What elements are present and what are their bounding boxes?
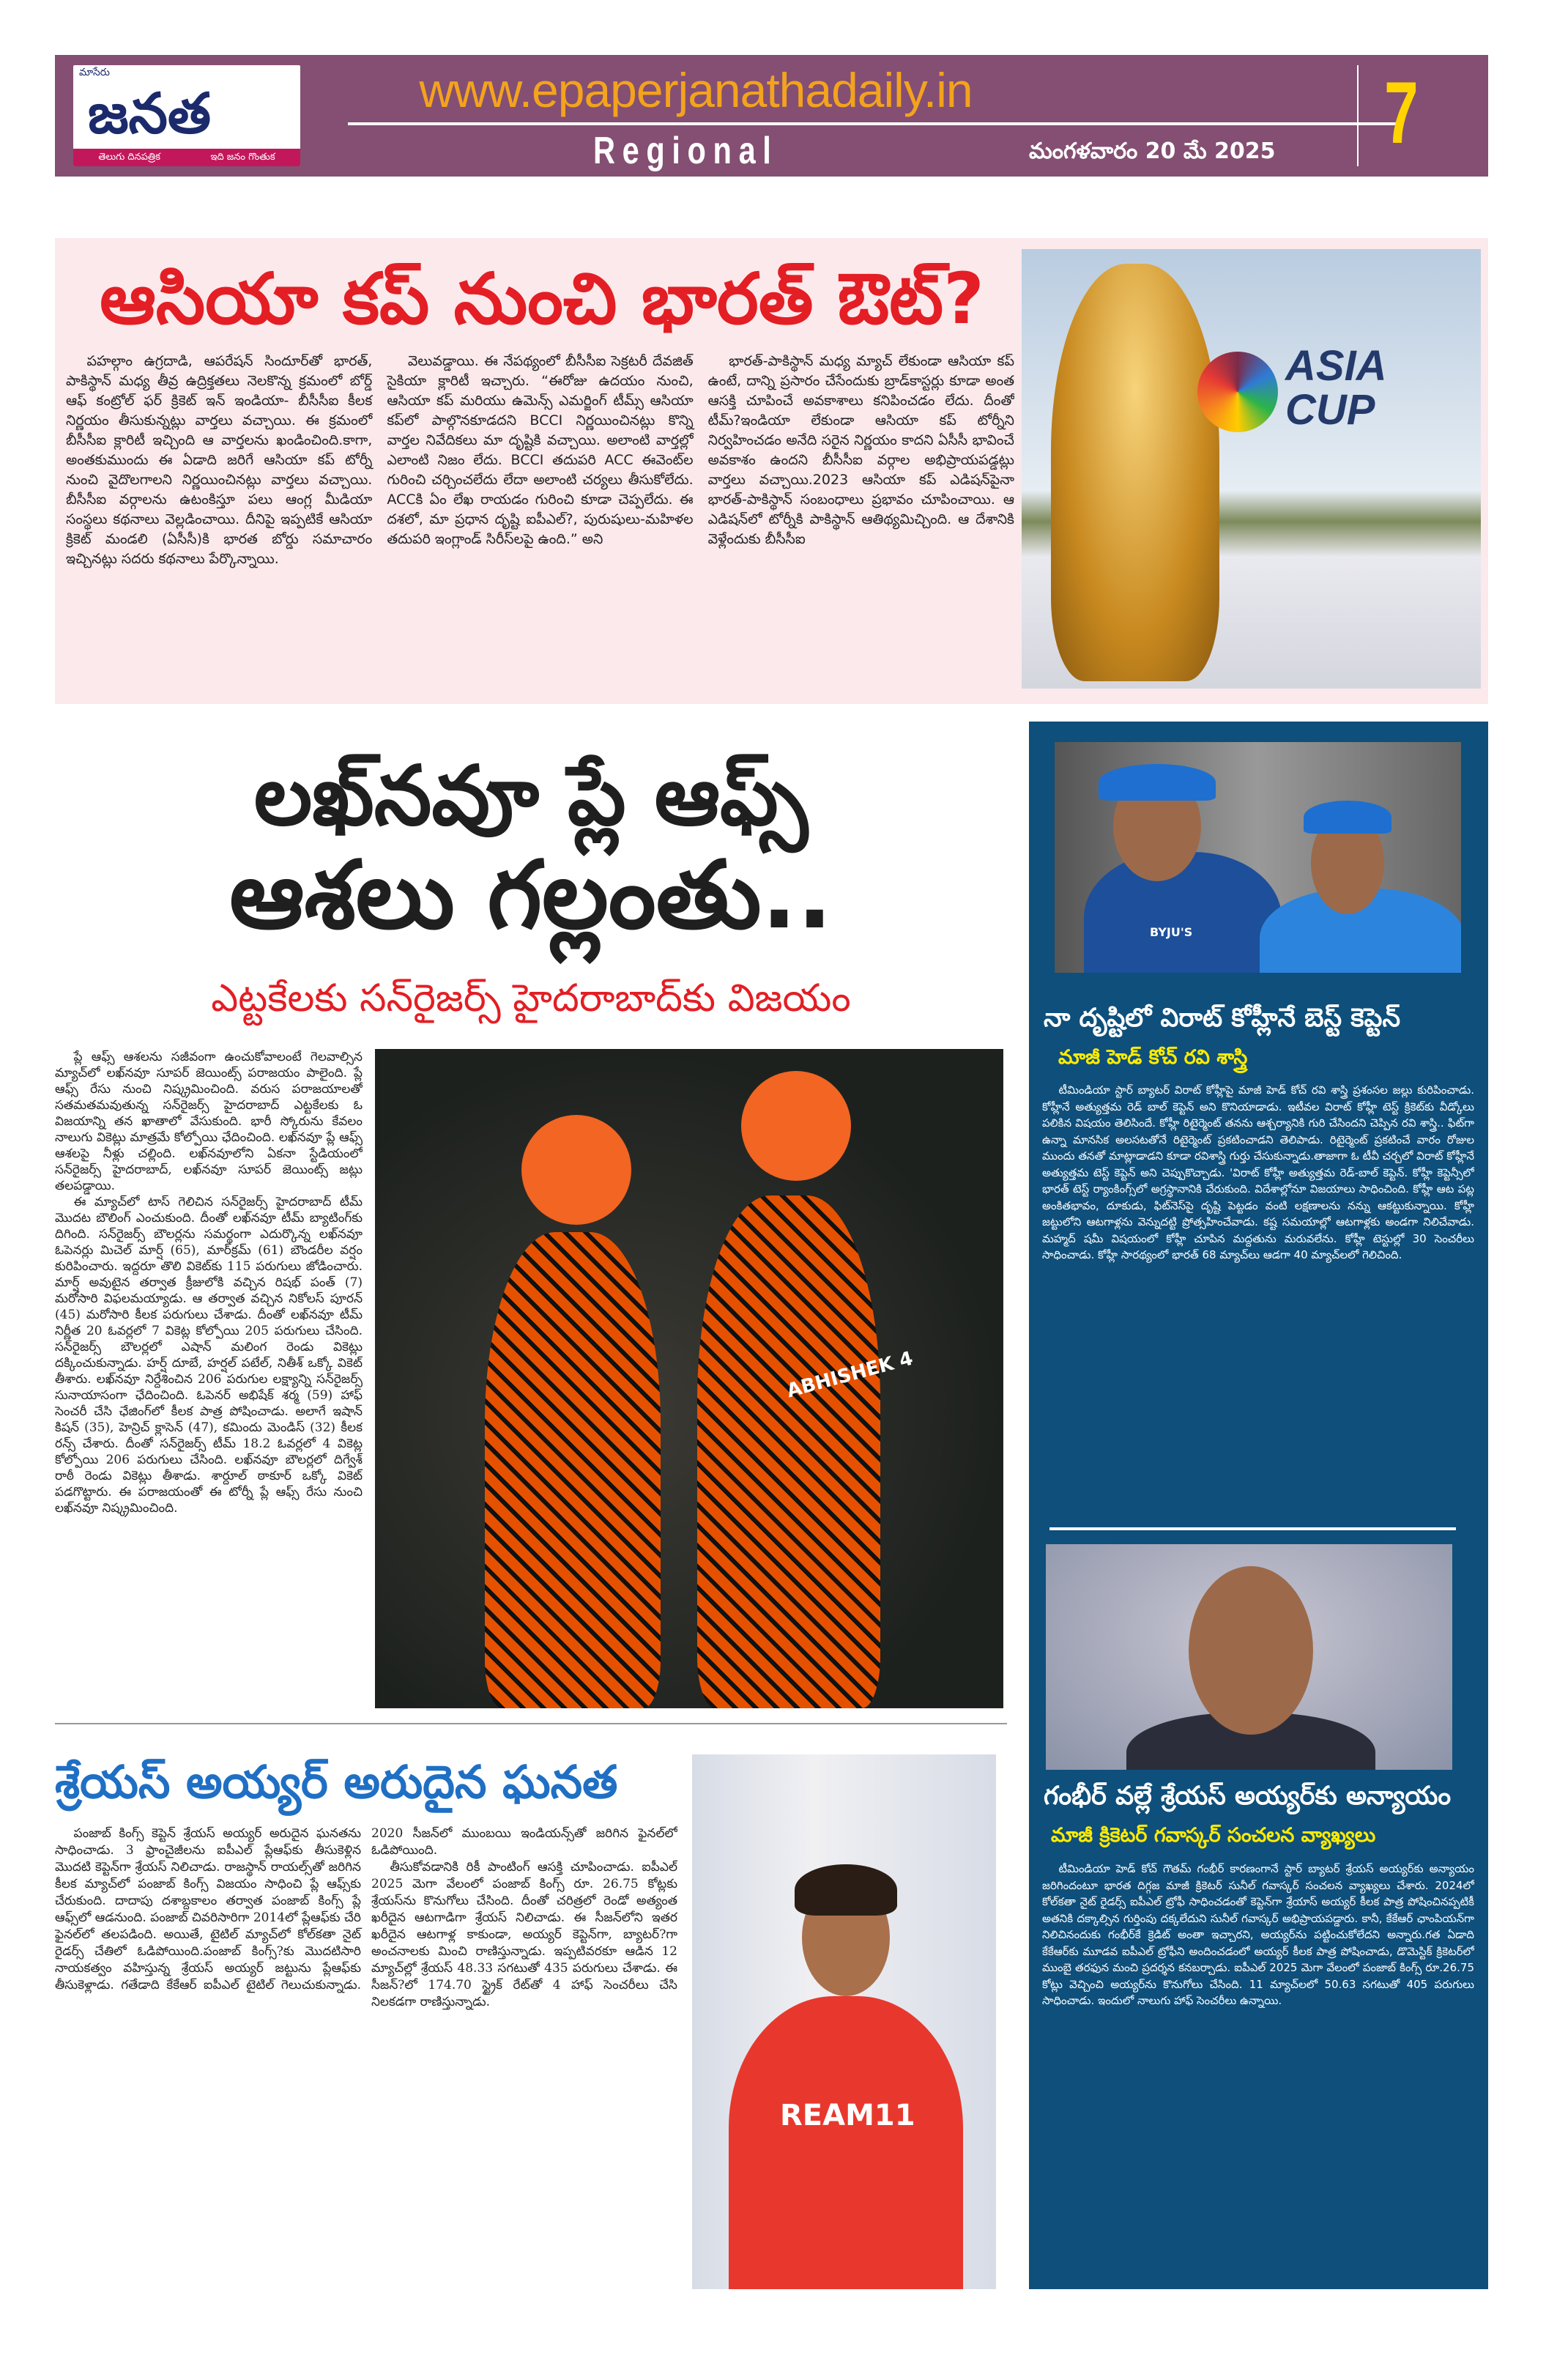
paragraph: ప్లే ఆఫ్స్ ఆశలను సజీవంగా ఉంచుకోవాలంటే గెలవాల్సిన మ్యాచ్‌లో లఖ్‌నవూ సూపర్ జెయింట్స్ పరాజయం పాలైంది. ప్లే ఆఫ్స్ రేసు నుంచి నిష్క్రమించింది. వరుస పరాజయాలతో సతమతమవుతున్న సన్‌రైజర్స్ హైదరాబాద్ ఎట్టకేలకు ఓ విజయాన్ని తన ఖాతాలో వేసుకుంది. భారీ స్కోరును కేవలం నాలుగు వికెట్లు మాత్రమే కోల్పోయి ఛేదించింది. లఖ్‌నవూ ప్లే ఆఫ్స్ ఆశలపై నీళ్లు చల్లింది. లఖ్‌నవూలోని ఏకనా స్టేడియంలో సన్‌రైజర్స్ హైదరాబాద్, లఖ్‌నవూ సూపర్ జెయింట్స్ జట్లు తలపడ్డాయి. [55, 1050, 363, 1193]
section-label: Regional [593, 130, 778, 172]
paragraph: పహల్గాం ఉగ్రదాడి, ఆపరేషన్ సిందూర్‌తో భారత్, పాకిస్థాన్ మధ్య తీవ్ర ఉద్రిక్తతలు నెలకొన్న క్రమంలో బోర్డ్ ఆఫ్ కంట్రోల్ ఫర్ క్రికెట్ ఇన్ ఇండియా- బీసీసీఐ కీలక నిర్ణయం తీసుకున్నట్లు వార్తలు వచ్చాయి. ఈ క్రమంలో బీసీసీఐ క్లారిటీ ఇచ్చింది ఆ వార్తలను ఖండించింది.కాగా, అంతకుముందు ఈ ఏడాది జరిగే ఆసియా కప్ టోర్నీ నుంచి వైదొలగాలని నిర్ణయించినట్లు వార్తలు వచ్చాయి. బీసీసీఐ వర్గాలను ఉటంకిస్తూ పలు ఆంగ్ల మీడియా సంస్థలు కథనాలు వెల్లడించాయి. దీనిపై ఇప్పటికే ఆసియా క్రికెట్ మండలి (ఏసీసీ)కి భారత బోర్డు సమాచారం ఇచ్చినట్లు సదరు కథనాలు పేర్కొన్నాయి. [66, 353, 373, 567]
jersey-sponsor-text: BYJU'S [1150, 925, 1193, 939]
face-figure [1189, 1566, 1313, 1735]
gavaskar-photo [1046, 1544, 1452, 1770]
website-url[interactable]: www.epaperjanathadaily.in [419, 63, 973, 117]
kohli-subheadline: మాజీ హెడ్ కోచ్ రవి శాస్త్రి [1058, 1046, 1248, 1069]
helmet-icon [741, 1071, 851, 1181]
logo-tagline-right: ఇది జనం గొంతుక [210, 152, 275, 163]
gavaskar-body [1042, 1861, 1474, 2275]
trophy-icon [1051, 264, 1219, 681]
paragraph: భారత్-పాకిస్థాన్ మధ్య మ్యాచ్ లేకుండా ఆసియా కప్ ఉంటే, దాన్ని ప్రసారం చేసేందుకు బ్రాడ్‌కాస్టర్లు కూడా అంత ఆసక్తి చూపించే అవకాశాలు కనిపించడం లేదు. దీంతో టీమ్?ఇండియా లేకుండా ఆసియా కప్ టోర్నీని నిర్వహించడం అనేది సరైన నిర్ణయం కాదని ఏసీసీ భావించే అవకాశం ఉందని బీసీసీఐ వర్గాల అభిప్రాయపడ్డట్లు వార్తలు వచ్చాయి.2023 ఆసియా కప్ ఎడిషన్‌పైనా భారత్-పాకిస్థాన్ సంబంధాలు ప్రభావం చూపించాయి. ఆ ఎడిషన్‌లో టోర్నీకి పాకిస్థాన్ ఆతిథ్యమిచ్చింది. ఆ దేశానికి వెళ్లేందుకు బీసీసీఐ [707, 353, 1014, 547]
shreyas-headline: శ్రేయస్ అయ్యర్ అరుదైన ఘనత [55, 1755, 618, 1809]
cap-figure [1099, 764, 1216, 801]
logo-prefix: మాసేరు [79, 67, 110, 78]
gavaskar-headline: గంభీర్ వల్లే శ్రేయస్ అయ్యర్‌కు అన్యాయం [1044, 1782, 1452, 1811]
hair-figure [795, 1864, 897, 1916]
jersey-text: ABHISHEK 4 [784, 1347, 915, 1403]
lsg-body [55, 1049, 363, 1708]
paragraph: టీమిండియా హెడ్ కోచ్ గౌతమ్ గంభీర్ కారణంగానే స్టార్ బ్యాటర్ శ్రేయస్ అయ్యర్‌కు అన్యాయం జరిగిందంటూ భారత దిగ్గజ మాజీ క్రికెటర్ సునీల్ గవాస్కర్ సంచలన వ్యాఖ్యలు చేశారు. 2024లో కోల్‌కతా నైట్ రైడర్స్ ఐపీఎల్ ట్రోఫీ సాధించడంతో కెప్టెన్‌గా శ్రేయాస్ అయ్యర్ కీలక పాత్ర పోషించినప్పటికీ అతనికి దక్కాల్సిన గుర్తింపు దక్కలేదుని సునీల్ గవాస్కర్ అభిప్రాయపడ్డారు. కానీ, కేకేఆర్ ఛాంపియన్‌గా నిలిచినందుకు గంభీర్‌కే క్రెడిట్ అంతా ఇచ్చారని, అయ్యర్‌ను పట్టించుకోలేదని అన్నారు.గత ఏడాది కేకేఆర్‌కు మూడవ ఐపీఎల్ ట్రోఫీని అందించడంలో అయ్యర్ కీలక పాత్ర పోషించాడు, డొమెస్టిక్ క్రికెటర్‌లో ముంబై తరఫున మంచి ప్రదర్శన కనబర్చాడు. ఐపీఎల్ 2025 మెగా వేలంలో పంజాబ్ కింగ్స్ రూ.26.75 కోట్లు వెచ్చించి అయ్యర్‌ను కొనుగోలు చేసింది. 11 మ్యాచ్‌లలో 50.63 సగటుతో 405 పరుగులు సాధించాడు. ఇందులో నాలుగు హాఫ్ సెంచరీలు ఉన్నాయి. [1042, 1862, 1474, 2007]
section-divider [55, 1723, 1007, 1724]
logo-tagline-strip [73, 149, 300, 166]
panel-divider [1049, 1527, 1456, 1530]
player-figure [697, 1195, 880, 1708]
lsg-headline: లఖ్‌నవూ ప్లే ఆఫ్స్ ఆశలు గల్లంతు.. [229, 749, 833, 950]
srh-players-photo [375, 1049, 1003, 1708]
gavaskar-subheadline: మాజీ క్రికెటర్ గవాస్కర్ సంచలన వ్యాఖ్యలు [1051, 1824, 1376, 1847]
asia-cup-logo-fan-icon [1197, 352, 1278, 432]
paragraph: ఈ మ్యాచ్‌లో టాస్ గెలిచిన సన్‌రైజర్స్ హైదరాబాద్ టీమ్ మొదట బౌలింగ్ ఎంచుకుంది. దీంతో లఖ్‌నవూ టీమ్ బ్యాటింగ్‌కు దిగింది. సన్‌రైజర్స్ బౌలర్లను సమర్థంగా ఎదుర్కొన్న లఖ్‌నవూ ఓపెనర్లు మిచెల్ మార్ష్ (65), మార్‌క్రమ్ (61) బౌండరీల వర్షం కురిపించారు. ఇద్దరూ తొలి వికెట్‌కు 115 పరుగులు జోడించారు. మార్ష్ అవుటైన తర్వాత క్రీజులోకి వచ్చిన రిషభ్ పంత్ (7) మరోసారి విఫలమయ్యాడు. ఆ తర్వాత వచ్చిన నికోలస్ పూరన్ (45) మరోసారి కీలక పరుగులు చేశాడు. దీంతో లఖ్‌నవూ టీమ్ నిర్ణీత 20 ఓవర్లలో 7 వికెట్ల కోల్పోయి 205 పరుగులు చేసింది. సన్‌రైజర్స్ బౌలర్లలో ఎషాన్ మలింగ రెండు వికెట్లు దక్కించుకున్నాడు. హర్ష్ దూబే, హర్షల్ పటేల్, నితీశ్ ఒక్కో వికెట్ తీశారు. లఖ్‌నవూ నిర్దేశించిన 206 పరుగుల లక్ష్యాన్ని సన్‌రైజర్స్ సునాయాసంగా ఛేదించింది. ఓపెనర్ అభిషేక్ శర్మ (59) హాఫ్ సెంచరీ చేసి ఛేజింగ్‌లో కీలక పాత్ర పోషించాడు. అలాగే ఇషాన్ కిషన్ (35), హెన్రిచ్ క్లాసెన్ (47), కమిందు మెండిస్ (32) కీలక రన్స్ చేశారు. దీంతో సన్‌రైజర్స్ టీమ్ 18.2 ఓవర్లలో 4 వికెట్ల కోల్పోయి 206 పరుగులు చేసింది. లఖ్‌నవూ బౌలర్లలో దిగ్వేశ్ రాఠీ రెండు వికెట్లు తీశాడు. శార్దూల్ ఠాకూర్ ఒక్కో వికెట్ పడగొట్టారు. ఈ పరాజయంతో ఈ టోర్నీ ప్లే ఆఫ్స్ రేసు నుంచి లఖ్‌నవూ నిష్క్రమించింది. [55, 1195, 363, 1516]
logo-wordmark: జనత [88, 81, 212, 146]
newspaper-logo [73, 65, 300, 166]
asia-cup-trophy-photo [1022, 249, 1481, 689]
asia-cup-article [55, 238, 1488, 704]
player-figure [485, 1232, 661, 1708]
jersey-figure [729, 1996, 963, 2289]
masthead-divider [348, 122, 1397, 125]
shastri-kohli-photo [1055, 742, 1461, 973]
shreyas-body [55, 1825, 677, 2287]
kohli-body [1042, 1082, 1474, 1503]
masthead [55, 55, 1488, 177]
shreyas-iyer-photo [692, 1754, 996, 2289]
paragraph: పంజాబ్ కింగ్స్ కెప్టెన్ శ్రేయస్ అయ్యర్ అరుదైన ఘనతను సాధించాడు. 3 ఫ్రాంచైజీలను ఐపీఎల్ ప్లేఆఫ్‌కు తీసుకెళ్లిన మొదటి కెప్టెన్‌గా శ్రేయస్ నిలిచాడు. రాజస్థాన్ రాయల్స్‌తో జరిగిన కీలక మ్యాచ్‌లో పంజాబ్ కింగ్స్ విజయం సాధించి ప్లే ఆఫ్స్‌కు చేరుకుంది. దాదాపు దశాబ్దకాలం తర్వాత పంజాబ్ కింగ్స్ ప్లే ఆఫ్స్‌లో ఆడనుంది. పంజాబ్ చివరిసారిగా 2014లో ప్లేఆఫ్‌కు చేరి ఫైనల్‌లో తలపడింది. అయితే, టైటిల్ మ్యాచ్‌లో కోల్‌కతా నైట్ రైడర్స్ చేతిలో ఓడిపోయింది.పంజాబ్ కింగ్స్?కు మొదటిసారి నాయకత్వం వహిస్తున్న శ్రేయస్ అయ్యర్ జట్టును ప్లేఆఫ్‌కు తీసుకెళ్లాడు. గతేడాది కేకేఆర్ ఐపీఎల్ టైటిల్ గెలుచుకున్నాడు. 2020 సీజన్‌లో ముంబయి ఇండియన్స్‌తో జరిగిన ఫైనల్‌లో ఓడిపోయింది. [55, 1826, 677, 1992]
helmet-icon [521, 1115, 631, 1225]
cap-figure [1304, 801, 1391, 834]
paragraph: వెలువడ్డాయి. ఈ నేపథ్యంలో బీసీసీఐ సెక్రటరీ దేవజిత్ సైకియా క్లారిటీ ఇచ్చారు. “ఈరోజు ఉదయం నుంచి, ఆసియా కప్ మరియు ఉమెన్స్ ఎమర్జింగ్ టీమ్స్ ఆసియా కప్‌లో పాల్గొనకూడదని BCCI నిర్ణయించినట్లు కొన్ని వార్తల నివేదికలు మా దృష్టికి వచ్చాయి. అలాంటి వార్తల్లో ఎలాంటి నిజం లేదు. BCCI తదుపరి ACC ఈవెంట్‌ల గురించి చర్చించలేదు లేదా అలాంటి చర్యలు తీసుకోలేదు. ACCకి ఏం లేఖ రాయడం గురించి కూడా చెప్పలేదు. ఈ దశలో, మా ప్రధాన దృష్టి ఐపీఎల్?, పురుషులు-మహిళల తదుపరి ఇంగ్లాండ్ సిరీస్‌లపై ఉంది.” అని [387, 353, 694, 547]
masthead-vertical-divider [1357, 65, 1359, 166]
kohli-headline: నా దృష్టిలో విరాట్ కోహ్లీనే బెస్ట్ కెప్టెన్ [1044, 1004, 1401, 1033]
sidebar-panel [1029, 722, 1488, 2289]
paragraph: తీసుకోవడానికి రికీ పాంటింగ్ ఆసక్తి చూపించాడు. ఐపీఎల్ 2025 మెగా వేలంలో పంజాబ్ కింగ్స్ రూ. 26.75 కోట్లకు శ్రేయస్‌ను కొనుగోలు చేసింది. దీంతో చరిత్రలో రెండో అత్యంత ఖరీదైన ఆటగాడిగా శ్రేయస్ నిలిచాడు. ఈ సీజన్‌లోని ఇతర ఖరీదైన ఆటగాళ్ల కాకుండా, అయ్యర్ కెప్టెన్‌గా, బ్యాటర్?గా అంచనాలకు మించి రాణిస్తున్నాడు. ఇప్పటివరకూ ఆడిన 12 మ్యాచ్‌ల్లో శ్రేయస్ 48.33 సగటుతో 435 పరుగులు చేశాడు. ఈ సీజన్?లో 174.70 స్ట్రైక్ రేట్‌తో 4 హాఫ్ సెంచరీలు చేసి నిలకడగా రాణిస్తున్నాడు. [371, 1860, 677, 2009]
asia-cup-logo-text: ASIA CUP [1285, 342, 1387, 434]
page-number: 7 [1384, 64, 1419, 162]
asia-cup-headline: ఆసియా కప్ నుంచి భారత్ ఔట్? [100, 258, 984, 340]
paragraph: టీమిండియా స్టార్ బ్యాటర్ విరాట్ కోహ్లీపై మాజీ హెడ్ కోచ్ రవి శాస్త్రి ప్రశంసల జల్లు కురిపించాడు. కోహ్లీనే అత్యుత్తమ రెడ్ బాల్ కెప్టెన్ అని కొనియాడాడు. ఇటీవల విరాట్ కోహ్లీ టెస్ట్ క్రికెట్‌కు వీడ్కోలు పలికిన విషయం తెలిసిందే. కోహ్లీ రిటైర్మెంట్ తనను ఆశ్చర్యానికి గురి చేసిందని చెప్పిన రవి శాస్త్రి.. ఫిట్‌గా ఉన్నా మానసిక అలసటతోనే రిటైర్మెంట్ ప్రకటించాడని తెలిపాడు. రిటైర్మెంట్ ప్రకటించే వారం రోజుల ముందు తనతో మాట్లాడాడని కూడా రవిశాస్త్రి గుర్తు చేసుకున్నాడు.తాజాగా ఓ టీవీ చర్చలో విరాట్ కోహ్లీనే అత్యుత్తమ టెస్ట్ కెప్టెన్ అని చెప్పుకొచ్చాడు. 'విరాట్ కోహ్లీ అత్యుత్తమ రెడ్-బాల్ కెప్టెన్. కోహ్లీ కెప్టెన్సీలో భారత్ టెస్ట్ ర్యాంకింగ్స్‌లో అగ్రస్థానానికి చేరుకుంది. విదేశాల్లోనూ విజయాలు సాధించింది. కోహ్లీ ఆట పట్ల అంకితభావం, దూకుడు, ఫిట్‌నెస్‌పై దృష్టి పెట్టడం వంటి లక్షణాలను నన్ను ఆకట్టుకున్నాయి. కోహ్లీ జట్టులోని ఆటగాళ్లను వెన్నుదట్టి ప్రోత్సహించేవాడు. కష్ట సమయాల్లో ఆటగాళ్లకు అండగా నిలిచేవాడు. మహ్మద్ షమీ విషయంలో కోహ్లీ చూపిన మద్దతును మరువలేను. కోహ్లీ టెస్టుల్లో 30 సెంచరీలు సాధించాడు. కోహ్లీ సారథ్యంలో భారత్ 68 మ్యాచ్‌లు ఆడగా 40 మ్యాచ్‌లలో గెలిచింది. [1042, 1083, 1474, 1261]
issue-date: మంగళవారం 20 మే 2025 [1029, 138, 1276, 164]
asia-cup-body [66, 352, 1014, 689]
jersey-sponsor-text: REAM11 [780, 2099, 915, 2132]
lsg-subheadline: ఎట్టకేలకు సన్‌రైజర్స్ హైదరాబాద్‌కు విజయం [211, 976, 851, 1020]
logo-tagline-left: తెలుగు దినపత్రిక [98, 152, 160, 163]
